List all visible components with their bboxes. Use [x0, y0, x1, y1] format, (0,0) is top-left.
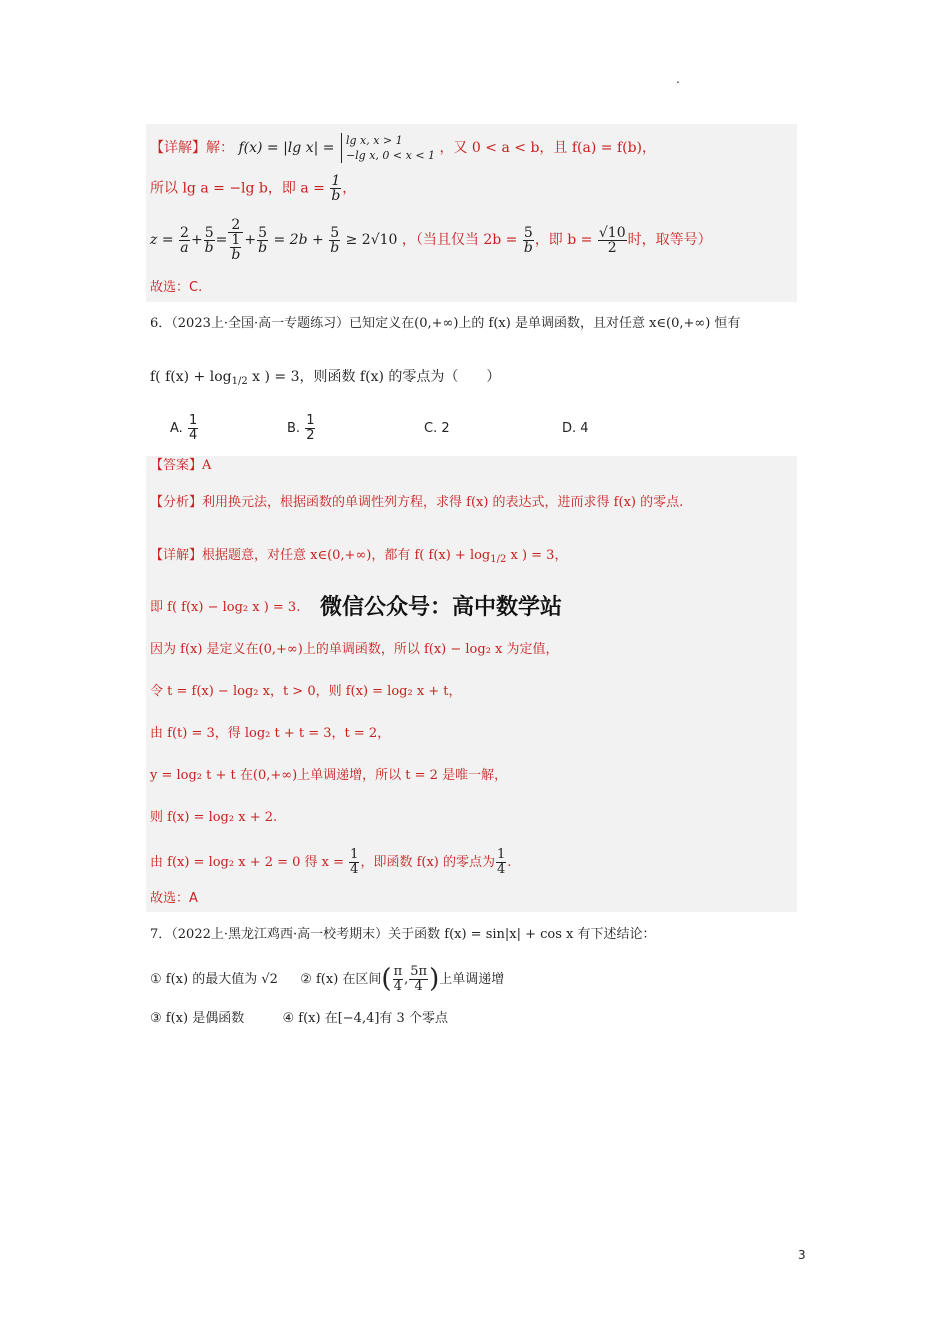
q6-analysis: 【分析】利用换元法，根据函数的单调性列方程，求得 f(x) 的表达式，进而求得 f(x) 的零点.: [150, 495, 684, 510]
q7-conclusion-2: ② f(x) 在区间( $\frac{\pi}{4}$ , $\frac{5\pi}{4}$ )上单调递增: [300, 964, 505, 994]
q6-detail-3: 因为 f(x) 是定义在(0,+∞)上的单调函数，所以 f(x) − log₂ x 为定值，: [150, 642, 559, 657]
q6-answer: 【答案】A: [150, 458, 212, 473]
option-b[interactable]: B. $\frac{1}{2}$: [287, 413, 315, 443]
q7-conclusion-4: ④ f(x) 在[−4,4]有 3 个零点: [282, 1011, 448, 1026]
q5-detail-line2: 所以 lg a = −lg b，即 a = $\frac{1}{b}$ ，: [150, 173, 357, 204]
page-number: 3: [798, 1248, 806, 1262]
option-a[interactable]: A. $\frac{1}{4}$: [170, 413, 198, 443]
q5-conclusion: 故选：C.: [150, 280, 203, 295]
piecewise-brace: lg x, x > 1 −lg x, 0 < x < 1: [341, 133, 435, 163]
option-c[interactable]: C. 2: [424, 421, 450, 436]
q7-conclusion-1: ① f(x) 的最大值为 √2: [150, 972, 278, 987]
q6-detail-4: 令 t = f(x) − log₂ x，t > 0，则 f(x) = log₂ x + t，: [150, 684, 462, 699]
q6-stem-line1: 6．（2023上·全国·高一专题练习）已知定义在(0,+∞)上的 f(x) 是单调函数，且对任意 x∈(0,+∞) 恒有: [150, 316, 741, 331]
watermark-text: 微信公众号：高中数学站: [320, 595, 563, 620]
q6-detail-2: 即 f( f(x) − log₂ x ) = 3.: [150, 600, 301, 615]
detail-tag: 【详解】: [150, 140, 206, 156]
header-mark: .: [676, 72, 680, 86]
q6-detail-5: 由 f(t) = 3，得 log₂ t + t = 3，t = 2，: [150, 726, 391, 741]
q6-detail-6: y = log₂ t + t 在(0,+∞)上单调递增，所以 t = 2 是唯一解，: [150, 768, 508, 783]
q7-conclusions-row1: [150, 965, 504, 994]
q6-conclusion: 故选：A: [150, 891, 198, 906]
option-d[interactable]: D. 4: [562, 421, 589, 436]
q5-detail-line1: 【详解】解： f(x) = |lg x| = lg x, x > 1 −lg x, 0 < x < 1 ，又 0 < a < b，且 f(a) = f(b)，: [150, 134, 657, 162]
q7-conclusions-row2: [150, 1008, 448, 1030]
q7-conclusion-3: ③ f(x) 是偶函数: [150, 1011, 245, 1026]
q6-detail-7: 则 f(x) = log₂ x + 2.: [150, 810, 278, 825]
q5-detail-line3: z = $\frac{2}{a}$ + $\frac{5}{b}$ = $\frac{2}{\frac{1}{b}}$ + $\frac{5}{b}$ = 2b + $\frac{5}{b}$ ≥ 2√10 ，（当且仅当 2b = $\frac{5}{b}$ ，即 b = $\frac{√10}{2}$ 时，取等号）: [150, 217, 712, 263]
q7-stem: 7．（2022上·黑龙江鸡西·高一校考期末）关于函数 f(x) = sin|x| + cos x 有下述结论：: [150, 927, 656, 942]
q6-detail-8: 由 f(x) = log₂ x + 2 = 0 得 x = $\frac{1}{4}$ ，即函数 f(x) 的零点为 $\frac{1}{4}$ .: [150, 847, 512, 877]
q6-stem-line2: f( $f(x) + \log_{1/2} x$ ) = 3，则函数 f(x) 的零点为（ ）: [150, 369, 501, 387]
q6-detail-1: 【详解】根据题意，对任意 x∈(0,+∞)，都有 f( $f(x) + \log_{1/2} x$ ) = 3，: [150, 548, 568, 565]
